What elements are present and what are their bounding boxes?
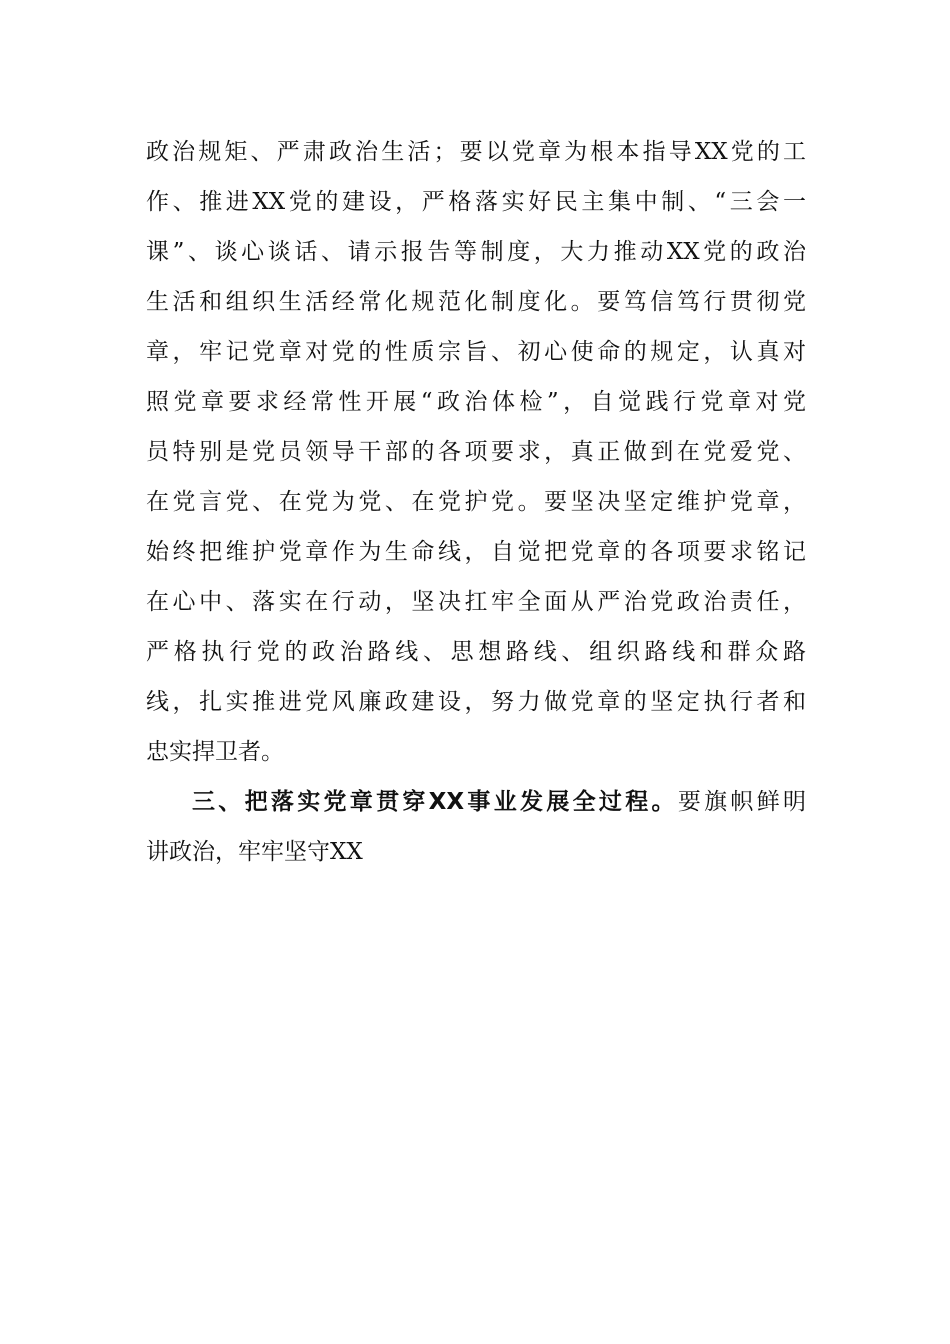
paragraph-line-3: 课”、谈心谈话、请示报告等制度，大力推动XX党的政治 xyxy=(146,239,806,265)
paragraph-line-4: 生活和组织生活经常化规范化制度化。要笃信笃行贯彻党 xyxy=(146,289,806,315)
paragraph-line-10: 在心中、落实在行动，坚决扛牢全面从严治党政治责任， xyxy=(146,589,806,615)
paragraph-line-7: 员特别是党员领导干部的各项要求，真正做到在党爱党、 xyxy=(146,439,806,465)
paragraph-line-2: 作、推进XX党的建设，严格落实好民主集中制、“三会一 xyxy=(146,189,806,215)
section-heading-continuation: 要旗帜鲜明 xyxy=(677,789,806,815)
paragraph-line-11: 严格执行党的政治路线、思想路线、组织路线和群众路 xyxy=(146,639,806,665)
section-heading-line xyxy=(192,787,806,817)
paragraph-line-13: 忠实捍卫者。 xyxy=(146,739,284,765)
paragraph-line-8: 在党言党、在党为党、在党护党。要坚决坚定维护党章， xyxy=(146,489,806,515)
paragraph-line-9: 始终把维护党章作为生命线，自觉把党章的各项要求铭记 xyxy=(146,539,806,565)
section-heading: 三、把落实党章贯穿XX事业发展全过程。 xyxy=(192,789,678,815)
section-body-line: 讲政治，牢牢坚守XX xyxy=(146,839,363,865)
paragraph-line-5: 章，牢记党章对党的性质宗旨、初心使命的规定，认真对 xyxy=(146,339,806,365)
paragraph-line-12: 线，扎实推进党风廉政建设，努力做党章的坚定执行者和 xyxy=(146,689,806,715)
paragraph-line-1: 政治规矩、严肃政治生活；要以党章为根本指导XX党的工 xyxy=(146,139,806,165)
paragraph-line-6: 照党章要求经常性开展“政治体检”，自觉践行党章对党 xyxy=(146,389,806,415)
